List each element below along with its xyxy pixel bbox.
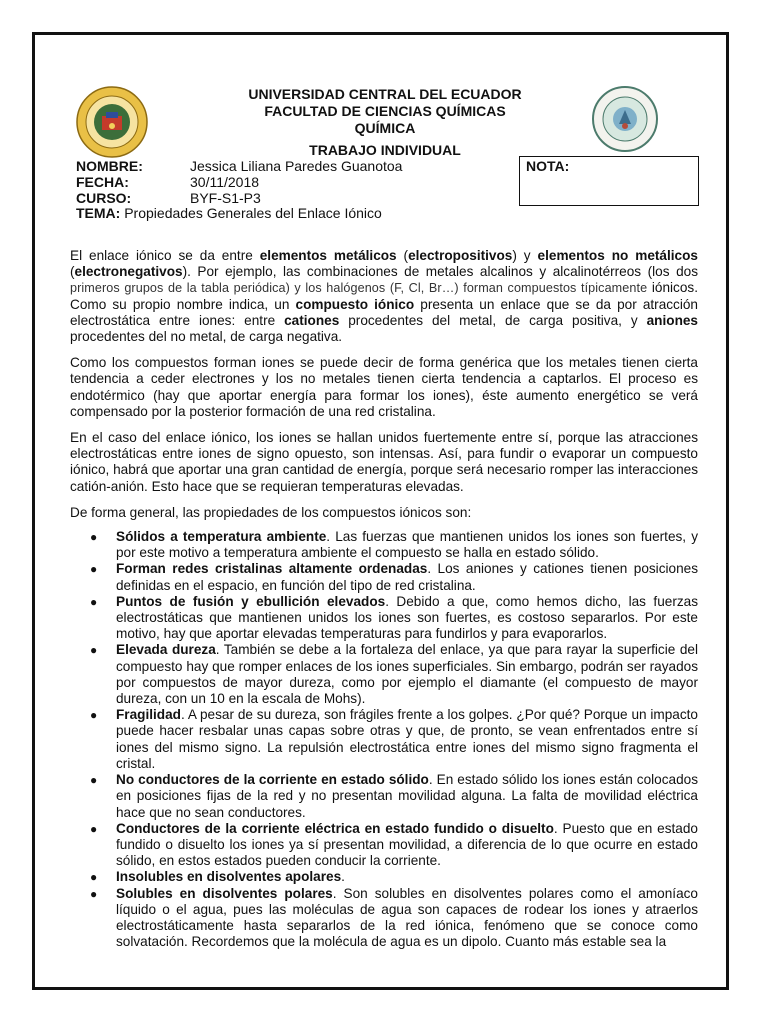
properties-list [70, 529, 698, 950]
list-item: ● Elevada dureza. También se debe a la fortaleza del enlace, ya que para rayar la superficie del compuesto hay que romper enlaces de los iones superficiales. Sin embargo, podrán ser rayados por compuestos de mayor dureza, como por ejemplo el diamante (el compuesto de mayor dureza, con un 10 en la escala de Mohs). [90, 642, 698, 707]
faculty-name: FACULTAD DE CIENCIAS QUÍMICAS [264, 103, 506, 119]
tema-label: TEMA: [76, 205, 121, 221]
faculty-seal-logo [592, 86, 658, 152]
curso-label: CURSO: [76, 190, 132, 206]
university-seal-logo [76, 86, 148, 158]
list-item: ● No conductores de la corriente en estado sólido. En estado sólido los iones están colocados en posiciones fijas de la red y no presentan movilidad alguna. La falta de movilidad eléctrica hace que no sean conductores. [90, 772, 698, 820]
list-item: ● Insolubles en disolventes apolares. [90, 869, 345, 885]
nombre-row [76, 158, 402, 174]
curso-value: BYF-S1-P3 [190, 190, 261, 206]
list-item: ● Sólidos a temperatura ambiente. Las fuerzas que mantienen unidos los iones son fuertes, y por este motivo a temperatura ambiente el compuesto se halla en estado sólido. [90, 529, 699, 561]
bullet-icon: ● [90, 708, 98, 723]
bullet-icon: ● [90, 530, 98, 545]
paragraph-tendency: Como los compuestos forman iones se puede decir de forma genérica que los metales tienen cierta tendencia a ceder electrones y los no metales tienen cierta tendencia a captarlos. El proceso es endotérmico (hay que aportar energía para formar los iones), éste aumento energético se verá compensado por la posterior formación de una red cristalina. [70, 355, 698, 419]
tema-row [76, 205, 382, 221]
bullet-icon: ● [90, 886, 98, 901]
list-item: ● Puntos de fusión y ebullición elevados. Debido a que, como hemos dicho, las fuerzas electrostáticas que mantienen unidos los iones son fuertes, es costoso separarlos. Por este motivo, hay que aportar elevadas temperaturas para fundirlos y para evaporarlos. [90, 593, 698, 642]
fecha-row [76, 174, 259, 190]
nombre-label: NOMBRE: [76, 158, 143, 174]
bullet-icon: ● [90, 870, 98, 885]
university-name: UNIVERSIDAD CENTRAL DEL ECUADOR [248, 86, 522, 102]
curso-row [76, 190, 261, 206]
bullet-icon: ● [90, 594, 98, 609]
paragraph-ionic-bond: En el caso del enlace iónico, los iones se hallan unidos fuertemente entre sí, porque las atracciones electrostáticas entre iones de signo opuesto, son intensas. Así, para fundir o evaporar un compuesto iónico, habrá que aportar una gran cantidad de energía, porque será necesario romper las interacciones catión-anión. Esto hace que se requieran temperaturas elevadas. [70, 430, 698, 494]
paragraph-properties-intro: De forma general, las propiedades de los compuestos iónicos son: [70, 504, 472, 520]
nota-label: NOTA: [526, 158, 570, 174]
list-item: ● Conductores de la corriente eléctrica en estado fundido o disuelto. Puesto que en estado fundido o disuelto los iones ya sí presentan movilidad, a diferencia de lo que ocurre en estado sólido, en estos estados pueden conducir la corriente. [90, 820, 698, 869]
list-item: ● Fragilidad. A pesar de su dureza, son frágiles frente a los golpes. ¿Por qué? Porque un impacto puede hacer resbalar unas capas sobre otras y que, de pronto, se vean enfrentados entre sí iones del mismo signo. La repulsión electrostática entre iones del mismo signo fragmenta el cristal. [90, 707, 698, 771]
bullet-icon: ● [90, 562, 98, 577]
document-body [70, 248, 698, 950]
doc-type: TRABAJO INDIVIDUAL [309, 142, 461, 158]
career-name: QUÍMICA [354, 120, 416, 136]
bullet-icon: ● [90, 821, 98, 836]
list-item: ● Solubles en disolventes polares. Son solubles en disolventes polares como el amoníaco líquido o el agua, pues las moléculas de agua son capaces de rodear los iones y atraerlos electrostáticamente hasta separarlos de la red iónica, fenómeno que se conoce como solvatación. Recordemos que la molécula de agua es un dipolo. Cuanto más estable sea la [90, 885, 698, 950]
bullet-icon: ● [90, 773, 98, 788]
tema-value: Propiedades Generales del Enlace Iónico [124, 205, 382, 221]
nombre-value: Jessica Liliana Paredes Guanotoa [190, 158, 403, 174]
paragraph-intro: El enlace iónico se da entre elementos metálicos (electropositivos) y elementos no metálicos (electronegativos). Por ejemplo, las combinaciones de metales alcalinos y alcalinotérreos (los dos primeros grupos de la tabla periódica) y los halógenos (F, Cl, Br…) forman compuestos típicamente iónicos. Como su propio nombre indica, un compuesto iónico presenta un enlace que se da por atracción electrostática entre iones: entre cationes procedentes del metal, de carga positiva, y aniones procedentes del no metal, de carga negativa. [70, 248, 698, 345]
bullet-icon: ● [90, 643, 98, 658]
nota-box [519, 156, 699, 206]
list-item: ● Forman redes cristalinas altamente ordenadas. Los aniones y cationes tienen posiciones definidas en el espacio, en función del tipo de red cristalina. [90, 561, 698, 593]
fecha-value: 30/11/2018 [190, 174, 260, 190]
fecha-label: FECHA: [76, 174, 129, 190]
